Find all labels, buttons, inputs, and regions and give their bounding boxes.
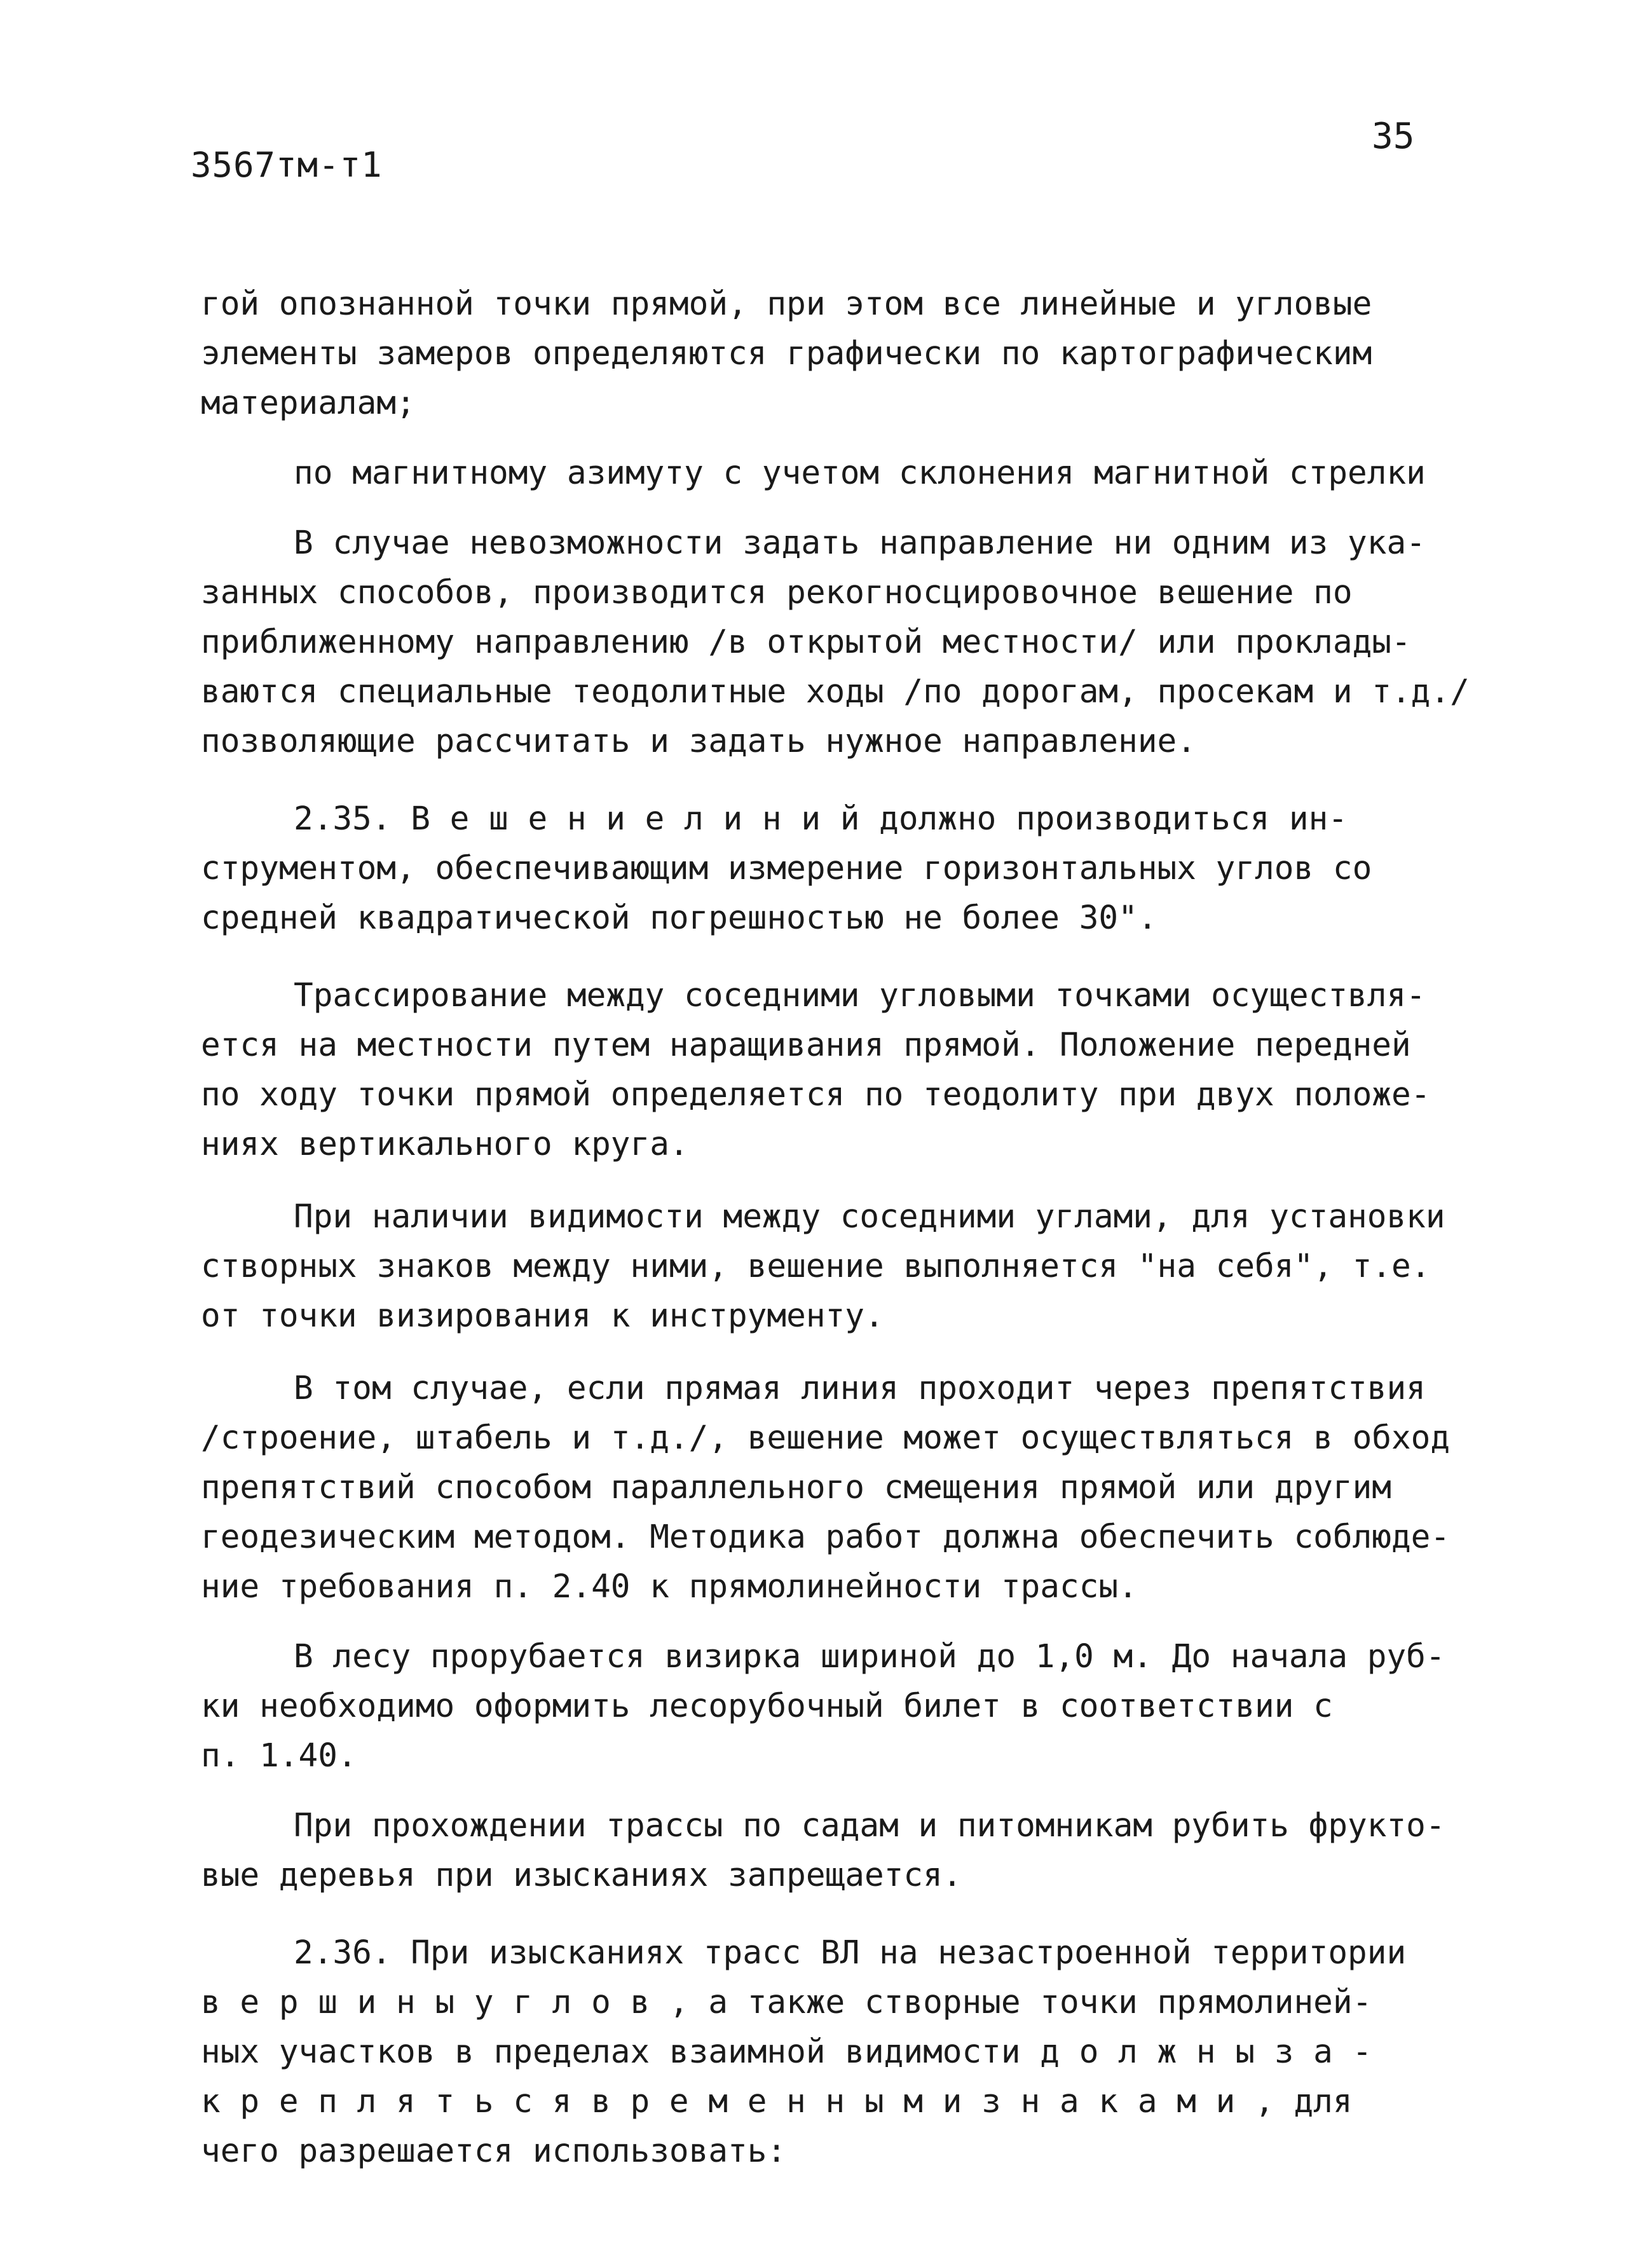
text-line: от точки визирования к инструменту.	[201, 1297, 884, 1335]
text-line: створных знаков между ними, вешение выполняется "на себя", т.е.	[201, 1248, 1431, 1285]
text-line: препятствий способом параллельного смещения прямой или другим	[201, 1469, 1391, 1506]
text-line: по ходу точки прямой определяется по теодолиту при двух положе-	[201, 1076, 1431, 1114]
text-line: В том случае, если прямая линия проходит через препятствия	[294, 1370, 1426, 1407]
body-text	[201, 280, 1485, 2176]
text-line: ется на местности путем наращивания прямой. Положение передней	[201, 1027, 1411, 1064]
page-number: 35	[1372, 116, 1415, 157]
text-line: чего разрешается использовать:	[201, 2133, 787, 2170]
text-line: элементы замеров определяются графически по картографическим	[201, 335, 1372, 372]
text-line: ниях вертикального круга.	[201, 1126, 689, 1163]
text-line: гой опознанной точки прямой, при этом все линейные и угловые	[201, 285, 1372, 323]
text-line: п. 1.40.	[201, 1737, 357, 1775]
text-line: в е р ш и н ы у г л о в , а также створные точки прямолиней-	[201, 1984, 1372, 2021]
text-line: При наличии видимости между соседними углами, для установки	[294, 1198, 1445, 1236]
text-line: к р е п л я т ь с я в р е м е н н ы м и з н а к а м и , для	[201, 2083, 1353, 2120]
text-line: материалам;	[201, 385, 416, 422]
text-line: вые деревья при изысканиях запрещается.	[201, 1857, 962, 1894]
text-line: струментом, обеспечивающим измерение горизонтальных углов со	[201, 850, 1372, 887]
text-line: позволяющие рассчитать и задать нужное направление.	[201, 723, 1196, 760]
text-line: ных участков в пределах взаимной видимости д о л ж н ы з а -	[201, 2033, 1372, 2071]
document-code: 3567тм-т1	[191, 145, 383, 185]
text-line: по магнитному азимуту с учетом склонения магнитной стрелки	[294, 454, 1426, 492]
section-2-35-line: 2.35. В е ш е н и е л и н и й должно производиться ин-	[294, 800, 1348, 838]
text-line: При прохождении трассы по садам и питомникам рубить фрукто-	[294, 1807, 1445, 1845]
text-line: ваются специальные теодолитные ходы /по дорогам, просекам и т.д./	[201, 673, 1470, 711]
text-line: ки необходимо оформить лесорубочный билет в соответствии с	[201, 1688, 1333, 1725]
text-line: средней квадратической погрешностью не более 30".	[201, 899, 1157, 937]
text-line: В случае невозможности задать направление ни одним из ука-	[294, 524, 1426, 562]
text-line: В лесу прорубается визирка шириной до 1,0 м. До начала руб-	[294, 1638, 1445, 1675]
text-line: занных способов, производится рекогносцировочное вешение по	[201, 574, 1353, 611]
text-line: ние требования п. 2.40 к прямолинейности трассы.	[201, 1568, 1138, 1606]
text-line: Трассирование между соседними угловыми точками осуществля-	[294, 977, 1426, 1014]
section-2-36-line: 2.36. При изысканиях трасс ВЛ на незастроенной территории	[294, 1934, 1407, 1972]
text-line: приближенному направлению /в открытой местности/ или проклады-	[201, 624, 1411, 661]
text-line: /строение, штабель и т.д./, вешение может осуществляться в обход	[201, 1419, 1451, 1457]
text-line: геодезическим методом. Методика работ должна обеспечить соблюде-	[201, 1518, 1451, 1556]
